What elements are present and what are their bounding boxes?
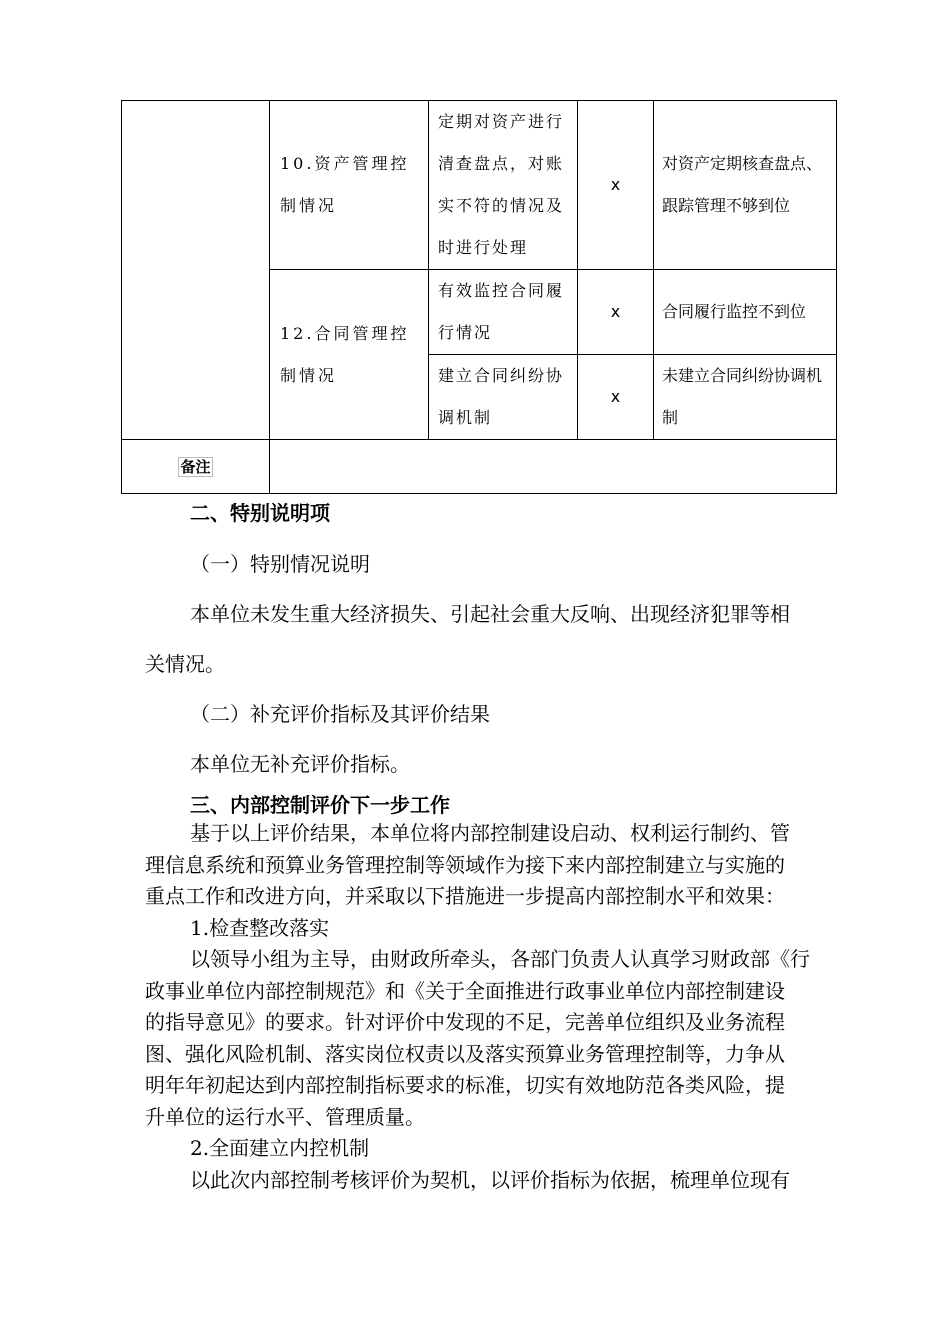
section-heading: 二、特别说明项 [190, 501, 330, 525]
note-label-cell [122, 440, 270, 494]
paragraph-line: 本单位无补充评价指标。 [190, 752, 410, 776]
description-cell: 对资产定期核查盘点、跟踪管理不够到位 [654, 101, 837, 270]
paragraph-line: 理信息系统和预算业务管理控制等领域作为接下来内部控制建立与实施的 [145, 852, 785, 877]
note-label: 备注 [180, 457, 211, 476]
paragraph-line: 本单位未发生重大经济损失、引起社会重大反响、出现经济犯罪等相 [190, 602, 790, 626]
result-cell: x [578, 355, 654, 440]
paragraph-line: 明年年初起达到内部控制指标要求的标准，切实有效地防范各类风险，提 [145, 1073, 785, 1097]
paragraph-line: 的指导意见》的要求。针对评价中发现的不足，完善单位组织及业务流程 [145, 1010, 785, 1034]
note-value-cell [270, 440, 837, 494]
paragraph-line: 关情况。 [145, 652, 225, 676]
table-row [122, 101, 837, 270]
control-item-cell: 12.合同管理控制情况 [270, 270, 429, 440]
control-item-cell: 10.资产管理控制情况 [270, 101, 429, 270]
subsection-heading: （二）补充评价指标及其评价结果 [190, 702, 490, 726]
section3-body [145, 818, 861, 1196]
paragraph-line: 基于以上评价结果，本单位将内部控制建设启动、权利运行制约、管 [190, 821, 790, 845]
table-row [122, 440, 837, 494]
category-cell [122, 101, 270, 440]
description-cell: 合同履行监控不到位 [654, 270, 837, 355]
list-item-title: 2.全面建立内控机制 [190, 1136, 370, 1160]
paragraph-line: 以领导小组为主导，由财政所牵头，各部门负责人认真学习财政部《行 [190, 947, 810, 971]
result-cell: x [578, 101, 654, 270]
paragraph-line: 重点工作和改进方向，并采取以下措施进一步提高内部控制水平和效果： [145, 884, 785, 908]
section-heading: 三、内部控制评价下一步工作 [190, 793, 450, 817]
requirement-cell: 定期对资产进行清查盘点，对账实不符的情况及时进行处理 [429, 101, 578, 270]
result-cell: x [578, 270, 654, 355]
paragraph-line: 升单位的运行水平、管理质量。 [145, 1104, 425, 1129]
paragraph-line: 政事业单位内部控制规范》和《关于全面推进行政事业单位内部控制建设 [145, 978, 785, 1003]
subsection-heading: （一）特别情况说明 [190, 552, 370, 576]
paragraph-line: 图、强化风险机制、落实岗位权责以及落实预算业务管理控制等，力争从 [145, 1041, 785, 1066]
requirement-cell: 建立合同纠纷协调机制 [429, 355, 578, 440]
requirement-cell: 有效监控合同履行情况 [429, 270, 578, 355]
evaluation-table [121, 100, 837, 494]
list-item-title: 1.检查整改落实 [190, 915, 330, 940]
paragraph-line: 以此次内部控制考核评价为契机，以评价指标为依据，梳理单位现有 [190, 1167, 790, 1192]
description-cell: 未建立合同纠纷协调机制 [654, 355, 837, 440]
